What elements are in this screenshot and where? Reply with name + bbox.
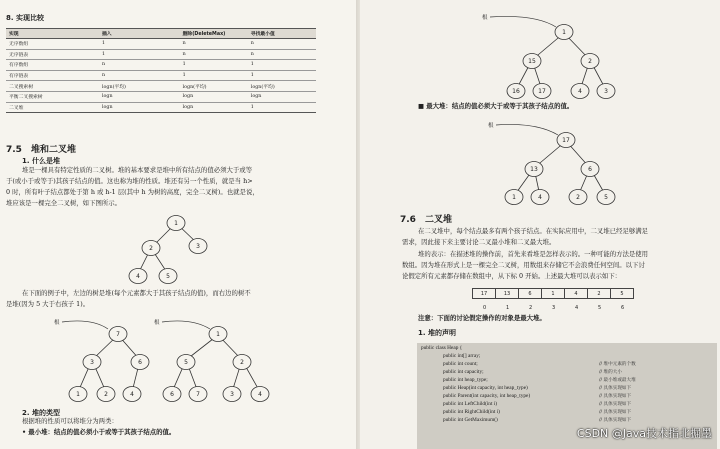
table-row: [6, 102, 316, 113]
array-cell: 6: [519, 289, 542, 299]
array-index: 5: [598, 305, 602, 311]
array-cell: 17: [473, 289, 496, 299]
tree-node-label: 1: [216, 331, 220, 338]
table-row: [6, 60, 316, 71]
table-header: 插入: [99, 29, 180, 39]
array-index: 4: [575, 305, 579, 311]
table-cell: logn(平均): [180, 81, 248, 92]
tree-node-label: 5: [184, 359, 188, 366]
table-cell: n: [99, 60, 180, 71]
code-comment: // 具体实现如下: [599, 418, 632, 423]
table-cell: 1: [248, 102, 316, 113]
table-cell: logn: [99, 91, 180, 102]
table-cell: 1: [180, 70, 248, 81]
subsection-heading: 1. 堆的声明: [418, 329, 456, 337]
table-cell: n: [180, 39, 248, 50]
table-row: [6, 70, 316, 81]
paragraph-line: 堆应该是一棵完全二叉树，如下图所示。: [6, 199, 122, 207]
max-heap-diagram: [486, 114, 626, 210]
chapter-7-5-heading: 7.5 堆和二叉堆: [6, 145, 76, 155]
code-line: public int RightChild(int i): [443, 409, 500, 415]
code-line: public int[] array;: [443, 353, 481, 359]
tree-node-label: 7: [196, 391, 200, 398]
non-heap-tree-diagram: [152, 312, 282, 408]
table-cell: 1: [99, 49, 180, 60]
paragraph-line: 论假定所有元素都存储在数组中，从下标 0 开始。上述最大堆可以表示如下：: [402, 272, 622, 280]
code-line: public Heap(int capacity, int heap_type): [443, 385, 528, 391]
table-cell: n: [99, 70, 180, 81]
paragraph-line: 需求，因此接下来主要讨论二叉最小堆和二叉最大堆。: [402, 238, 556, 246]
tree-node-label: 3: [230, 391, 234, 398]
table-cell: 有序数组: [6, 60, 99, 71]
tree-node-label: 2: [149, 245, 153, 252]
section-8-heading: 8. 实现比较: [6, 14, 44, 22]
comparison-table: [6, 28, 316, 113]
tree-node-label: 1: [562, 29, 566, 36]
paragraph-line: 根据堆的性质可以将堆分为两类：: [22, 417, 118, 425]
array-index: 2: [529, 305, 533, 311]
complete-tree-diagram: [120, 210, 230, 290]
table-row: [6, 91, 316, 102]
tree-node-label: 2: [576, 194, 580, 201]
tree-node-label: 15: [528, 58, 536, 65]
table-cell: 1: [180, 60, 248, 71]
table-cell: 1: [248, 70, 316, 81]
table-cell: 1: [248, 60, 316, 71]
table-cell: logn: [180, 102, 248, 113]
table-row: [6, 49, 316, 60]
code-comment: // 具体实现如下: [599, 410, 632, 415]
table-cell: 平衡二叉搜索树: [6, 91, 99, 102]
code-line: public int capacity;: [443, 369, 484, 375]
code-line: public Parent(int capacity, int heap_type): [443, 393, 531, 399]
note-text: 注意：下面的讨论假定操作的对象是最大堆。: [418, 314, 546, 322]
array-index: 1: [506, 305, 510, 311]
array-index: 0: [483, 305, 487, 311]
tree-node-label: 2: [588, 58, 592, 65]
code-line: public class Heap {: [421, 345, 463, 351]
table-header-row: [6, 29, 316, 39]
table-cell: 无序数组: [6, 39, 99, 50]
tree-node-label: 7: [116, 331, 120, 338]
table-cell: logn: [99, 102, 180, 113]
array-cell: 13: [496, 289, 519, 299]
array-cell: 2: [588, 289, 611, 299]
heap-tree-diagram: [52, 312, 162, 408]
code-comment: // 具体实现如下: [599, 394, 632, 399]
left-page: [0, 0, 358, 449]
table-cell: 无序链表: [6, 49, 99, 60]
table-cell: logn(平均): [99, 81, 180, 92]
table-header: 寻找最小值: [248, 29, 316, 39]
code-line: public int LeftChild(int i): [443, 401, 497, 407]
table-cell: logn: [248, 91, 316, 102]
table-row: [6, 39, 316, 50]
tree-node-label: 3: [90, 359, 94, 366]
tree-node-label: 4: [130, 391, 134, 398]
code-line: public int GetMaximum(): [443, 417, 498, 423]
code-comment: // 堆中元素的个数: [599, 362, 636, 367]
tree-node-label: 3: [604, 88, 608, 95]
paragraph-line: 0 时，所有叶子结点都处于第 h 或 h-1 层(其中 h 为树的高度，完全二叉树)。也就是说，: [6, 188, 259, 196]
root-label: 根: [488, 123, 494, 129]
tree-node-label: 2: [240, 359, 244, 366]
array-index: 6: [621, 305, 625, 311]
paragraph-line: 是堆(因为 5 大于右孩子 1)。: [6, 300, 90, 308]
root-label: 根: [154, 320, 160, 326]
tree-node-label: 6: [138, 359, 142, 366]
tree-node-label: 6: [170, 391, 174, 398]
code-line: public int heap_type;: [443, 377, 488, 383]
tree-node-label: 17: [538, 88, 546, 95]
tree-node-label: 13: [530, 166, 538, 173]
tree-node-label: 1: [76, 391, 80, 398]
min-heap-bullet: • 最小堆：结点的值必须小于或等于其孩子结点的值。: [22, 428, 176, 436]
table-cell: n: [248, 39, 316, 50]
table-cell: n: [180, 49, 248, 60]
array-cell: 5: [611, 289, 634, 299]
table-cell: logn(平均): [248, 81, 316, 92]
code-comment: // 最小堆或最大堆: [599, 378, 636, 383]
tree-node-label: 6: [588, 166, 592, 173]
table-cell: n: [248, 49, 316, 60]
table-row: [6, 81, 316, 92]
chapter-7-6-heading: 7.6 二叉堆: [400, 215, 452, 225]
table-cell: 二叉搜索树: [6, 81, 99, 92]
table-cell: 1: [99, 39, 180, 50]
paragraph-line: 堆是一棵具有特定性质的二叉树。堆的基本要求是堆中所有结点的值必须大于或等: [22, 166, 253, 174]
array-index: 3: [552, 305, 556, 311]
table-cell: 有序链表: [6, 70, 99, 81]
code-comment: // 具体实现如下: [599, 386, 632, 391]
tree-node-label: 5: [166, 273, 170, 280]
tree-node-label: 4: [578, 88, 582, 95]
tree-node-label: 1: [174, 220, 178, 227]
subsection-1-heading: 1. 什么是堆: [22, 157, 60, 165]
table-header: 删除(DeleteMax): [180, 29, 248, 39]
paragraph-line: 在二叉堆中，每个结点最多有两个孩子结点。在实际应用中，二叉堆已经足够满足: [418, 227, 649, 235]
subsection-2-heading: 2. 堆的类型: [22, 409, 60, 417]
tree-node-label: 4: [538, 194, 542, 201]
root-label: 根: [482, 15, 488, 21]
watermark: CSDN @Java技术指北掘墨: [576, 427, 712, 440]
array-cell: 1: [542, 289, 565, 299]
code-comment: // 堆的大小: [599, 370, 622, 375]
tree-node-label: 4: [136, 273, 140, 280]
code-line: public int count;: [443, 361, 478, 367]
root-label: 根: [54, 320, 60, 326]
tree-node-label: 3: [196, 243, 200, 250]
tree-node-label: 2: [104, 391, 108, 398]
array-cell: 4: [565, 289, 588, 299]
table-header: 实现: [6, 29, 99, 39]
tree-node-label: 5: [604, 194, 608, 201]
tree-node-label: 17: [562, 137, 570, 144]
min-heap-diagram: [480, 6, 620, 102]
paragraph-line: 在下面的例子中，左边的树是堆(每个元素都大于其孩子结点的值)，而右边的树不: [22, 289, 251, 297]
paragraph-line: 于(或小于或等于)其孩子结点的值。这也称为堆的性质。堆还有另一个性质，就是当 h>: [6, 177, 253, 185]
paragraph-line: 数组。因为堆在形式上是一棵完全二叉树，用数组来存储它不会浪费任何空间。以下讨: [402, 261, 645, 269]
code-comment: // 具体实现如下: [599, 402, 632, 407]
table-cell: 二叉堆: [6, 102, 99, 113]
paragraph-line: 堆的表示：在描述堆的操作前，首先来看堆是怎样表示的。一种可能的方法是使用: [418, 250, 649, 258]
tree-node-label: 16: [512, 88, 520, 95]
tree-node-label: 1: [512, 194, 516, 201]
heap-array: [472, 288, 634, 299]
table-cell: logn: [180, 91, 248, 102]
max-heap-bullet: ■ 最大堆：结点的值必须大于或等于其孩子结点的值。: [418, 102, 574, 110]
tree-node-label: 4: [258, 391, 262, 398]
